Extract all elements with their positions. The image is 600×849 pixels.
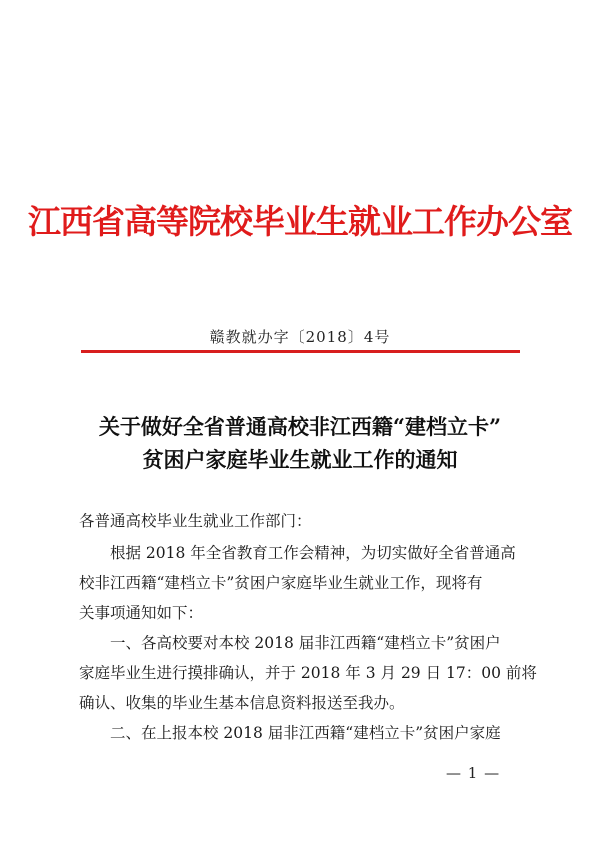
body-line: 家庭毕业生进行摸排确认，并于 2018 年 3 月 29 日 17：00 前将 — [79, 664, 537, 682]
body-line: 关事项通知如下： — [79, 604, 204, 622]
body-line: 确认、收集的毕业生基本信息资料报送至我办。 — [79, 694, 405, 712]
body-line: 二、在上报本校 2018 届非江西籍“建档立卡”贫困户家庭 — [110, 724, 501, 742]
document-title-line-1: 关于做好全省普通高校非江西籍“建档立卡” — [98, 414, 502, 439]
document-title-line-2: 贫困户家庭毕业生就业工作的通知 — [142, 447, 458, 472]
issuing-office-header: 江西省高等院校毕业生就业工作办公室 — [28, 202, 572, 241]
body-line: 一、各高校要对本校 2018 届非江西籍“建档立卡”贫困户 — [110, 634, 501, 652]
document-number: 赣教就办字〔2018〕4号 — [209, 328, 391, 346]
body-line: 校非江西籍“建档立卡”贫困户家庭毕业生就业工作，现将有 — [79, 574, 483, 592]
red-divider-line — [81, 350, 520, 353]
body-line: 根据 2018 年全省教育工作会精神，为切实做好全省普通高 — [110, 544, 516, 562]
salutation: 各普通高校毕业生就业工作部门： — [79, 512, 312, 530]
page-number: — 1 — — [446, 764, 501, 782]
